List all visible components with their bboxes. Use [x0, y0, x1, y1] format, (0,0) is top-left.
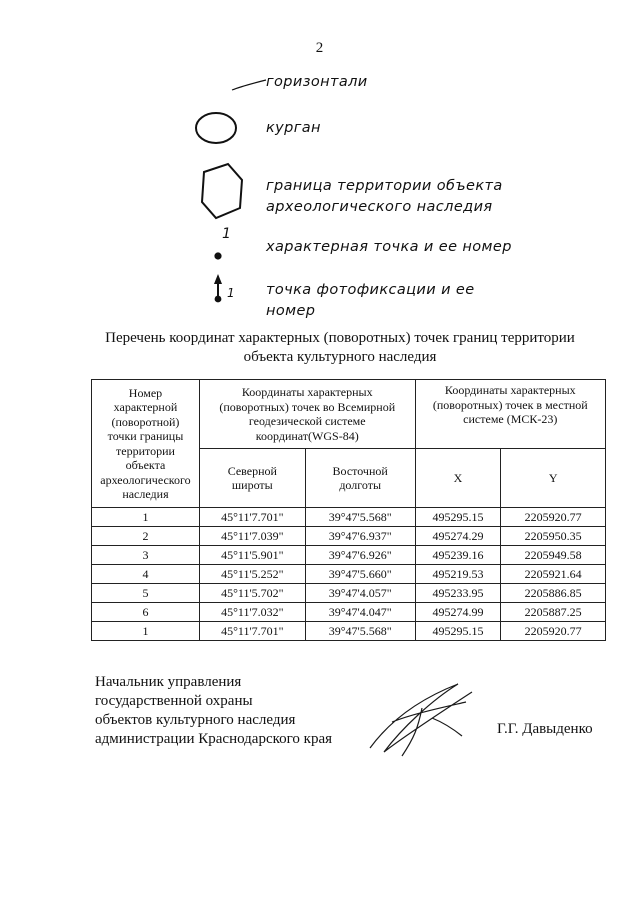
longitude-cell: 39°47'4.047" [305, 603, 415, 622]
legend-label-mound: курган [266, 120, 321, 136]
table-row [92, 622, 606, 641]
latitude-cell: 45°11'5.702" [199, 584, 305, 603]
table-row [92, 565, 606, 584]
latitude-cell: 45°11'7.039" [199, 527, 305, 546]
contour-line-icon [230, 74, 270, 94]
point-number-cell: 1 [92, 622, 200, 641]
latitude-cell: 45°11'7.701" [199, 622, 305, 641]
y-cell: 2205920.77 [501, 622, 606, 641]
position-line: администрации Краснодарского края [95, 731, 333, 747]
handwritten-signature [362, 678, 482, 763]
photo-point-arrow-icon [210, 270, 240, 310]
legend-label-boundary: граница территории объекта археологического наследия [266, 178, 503, 215]
table-row [92, 584, 606, 603]
table-row [92, 546, 606, 565]
header-point-number: Номер характерной (поворотной) точки границы территории объекта археологического наследия [92, 380, 200, 508]
x-cell: 495274.99 [415, 603, 501, 622]
point-number-cell: 4 [92, 565, 200, 584]
map-legend [180, 66, 560, 326]
title-line-1: Перечень координат характерных (поворотных) точек границ территории [105, 330, 575, 346]
x-cell: 495233.95 [415, 584, 501, 603]
document-title [90, 329, 590, 367]
y-cell: 2205886.85 [501, 584, 606, 603]
title-line-2: объекта культурного наследия [243, 349, 437, 365]
mound-ellipse-icon [194, 110, 244, 150]
latitude-cell: 45°11'7.701" [199, 508, 305, 527]
table-row [92, 508, 606, 527]
position-line: Начальник управления [95, 674, 242, 690]
header-longitude: Восточной долготы [305, 449, 415, 508]
longitude-cell: 39°47'4.057" [305, 584, 415, 603]
page-number: 2 [315, 40, 324, 56]
longitude-cell: 39°47'5.568" [305, 622, 415, 641]
y-cell: 2205887.25 [501, 603, 606, 622]
longitude-cell: 39°47'5.660" [305, 565, 415, 584]
hexagon-boundary-icon [190, 162, 250, 224]
x-cell: 495295.15 [415, 622, 501, 641]
x-cell: 495239.16 [415, 546, 501, 565]
y-cell: 2205920.77 [501, 508, 606, 527]
y-cell: 2205950.35 [501, 527, 606, 546]
photo-marker-number: 1 [227, 286, 235, 300]
legend-label-contour: горизонтали [266, 74, 368, 90]
latitude-cell: 45°11'7.032" [199, 603, 305, 622]
position-line: государственной охраны [95, 693, 253, 709]
x-cell: 495219.53 [415, 565, 501, 584]
legend-label-photo: точка фотофиксации и ее номер [266, 282, 475, 319]
longitude-cell: 39°47'6.937" [305, 527, 415, 546]
legend-label-point: характерная точка и ее номер [266, 239, 512, 255]
point-number-cell: 3 [92, 546, 200, 565]
signatory-name: Г.Г. Давыденко [497, 721, 593, 737]
header-latitude: Северной широты [199, 449, 305, 508]
x-cell: 495295.15 [415, 508, 501, 527]
point-marker-number: 1 [222, 226, 231, 242]
latitude-cell: 45°11'5.901" [199, 546, 305, 565]
latitude-cell: 45°11'5.252" [199, 565, 305, 584]
position-line: объектов культурного наследия [95, 712, 296, 728]
longitude-cell: 39°47'5.568" [305, 508, 415, 527]
y-cell: 2205921.64 [501, 565, 606, 584]
y-cell: 2205949.58 [501, 546, 606, 565]
header-x: X [415, 449, 501, 508]
table-row [92, 603, 606, 622]
table-row [92, 527, 606, 546]
coordinates-table [91, 379, 606, 641]
point-number-cell: 5 [92, 584, 200, 603]
header-msk23: Координаты характерных (поворотных) точек в местной системе (МСК-23) [415, 380, 605, 449]
point-number-cell: 6 [92, 603, 200, 622]
longitude-cell: 39°47'6.926" [305, 546, 415, 565]
point-number-cell: 1 [92, 508, 200, 527]
signatory-position [95, 673, 332, 749]
x-cell: 495274.29 [415, 527, 501, 546]
header-wgs84: Координаты характерных (поворотных) точек во Всемирной геодезической системе координат(WGS-84) [199, 380, 415, 449]
point-number-cell: 2 [92, 527, 200, 546]
header-y: Y [501, 449, 606, 508]
